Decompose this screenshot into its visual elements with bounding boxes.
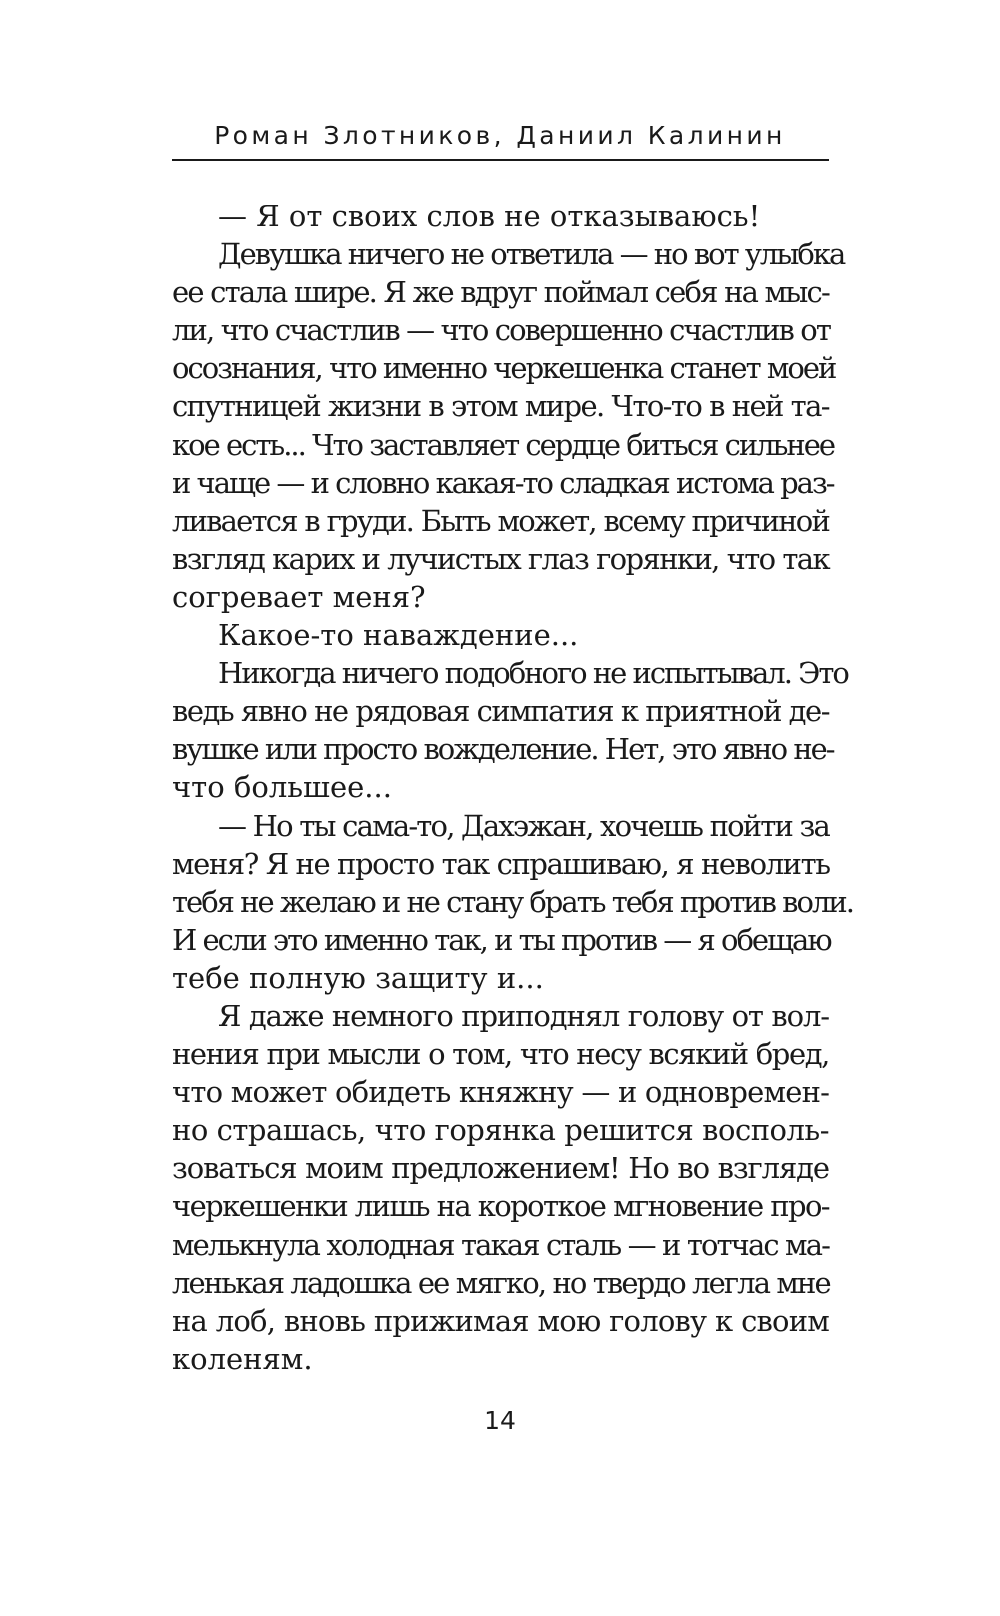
text-line: на лоб, вновь прижимая мою голову к своим <box>172 1303 829 1338</box>
text-line: ведь явно не рядовая симпатия к приятной де- <box>172 694 829 729</box>
text-line: мелькнула холодная такая сталь — и тотчас ма- <box>172 1227 829 1262</box>
text-line: Никогда ничего подобного не испытывал. Это <box>218 656 848 691</box>
text-line: Я даже немного приподнял голову от вол- <box>218 998 829 1033</box>
text-line: нения при мысли о том, что несу всякий бред, <box>172 1037 829 1072</box>
page-number: 14 <box>484 1406 516 1435</box>
text-line: зоваться моим предложением! Но во взгляде <box>172 1151 829 1186</box>
text-line: и чаще — и словно какая-то сладкая истома раз- <box>172 465 834 500</box>
text-line: тебя не желаю и не стану брать тебя против воли. <box>172 884 853 919</box>
page-text <box>172 197 853 1378</box>
text-line: ее стала шире. Я же вдруг поймал себя на мыс- <box>172 275 829 310</box>
text-line: коленям. <box>172 1341 313 1376</box>
text-line: но страшась, что горянка решится восполь- <box>172 1113 829 1148</box>
text-line: спутницей жизни в этом мире. Что-то в ней та- <box>172 389 829 424</box>
text-line: Девушка ничего не ответила — но вот улыбка <box>218 237 845 272</box>
text-line: — Я от своих слов не отказываюсь! <box>218 199 761 233</box>
text-line: согревает меня? <box>172 579 426 614</box>
running-head-title: Роман Злотников, Даниил Калинин <box>214 121 786 150</box>
text-line: черкешенки лишь на короткое мгновение про- <box>172 1189 829 1224</box>
text-line: что большее... <box>172 770 392 805</box>
text-line: ленькая ладошка ее мягко, но твердо легла мне <box>172 1265 830 1300</box>
text-line: ливается в груди. Быть может, всему причиной <box>172 503 829 538</box>
text-line: что может обидеть княжну — и одновремен- <box>172 1075 830 1110</box>
text-line: тебе полную защиту и... <box>172 960 544 995</box>
header-rule <box>172 159 829 161</box>
text-line: меня? Я не просто так спрашиваю, я неволить <box>172 846 830 881</box>
text-line: взгляд карих и лучистых глаз горянки, что так <box>172 541 829 576</box>
text-line: осознания, что именно черкешенка станет моей <box>172 351 836 386</box>
text-line: кое есть... Что заставляет сердце биться сильнее <box>172 427 835 462</box>
text-line: — Но ты сама-то, Дахэжан, хочешь пойти за <box>218 808 829 843</box>
text-line: И если это именно так, и ты против — я обещаю <box>172 922 831 957</box>
text-line: вушке или просто вожделение. Нет, это явно не- <box>172 732 834 767</box>
text-line: ли, что счастлив — что совершенно счастлив от <box>172 313 830 348</box>
text-line: Какое-то наваждение... <box>218 618 579 653</box>
